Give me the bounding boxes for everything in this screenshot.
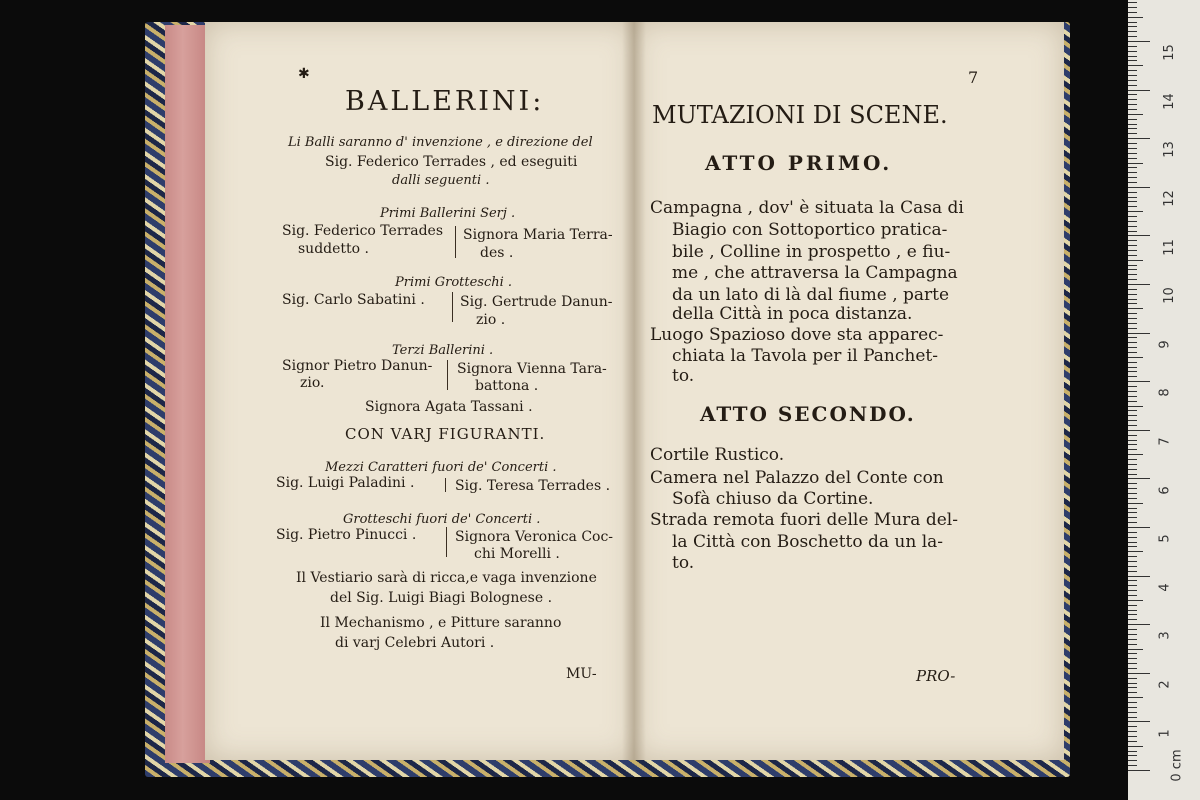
ruler-tick (1128, 294, 1137, 295)
dancer-name: battona . (475, 378, 539, 394)
vestiario-line: del Sig. Luigi Biagi Bolognese . (330, 590, 553, 606)
dancer-name: Sig. Federico Terrades (282, 223, 443, 239)
ruler-tick (1128, 352, 1137, 353)
ruler-number: 6 (1157, 486, 1173, 495)
ruler-tick (1128, 542, 1137, 543)
ruler-tick (1128, 571, 1137, 572)
ruler-tick (1128, 420, 1137, 421)
column-divider (446, 527, 447, 557)
page-number: 7 (968, 68, 979, 87)
ruler-tick (1128, 128, 1137, 129)
ruler-tick (1128, 182, 1137, 183)
ruler-tick (1128, 148, 1137, 149)
ruler-tick (1128, 323, 1137, 324)
scene-line: to. (672, 553, 695, 573)
ruler-tick (1128, 605, 1137, 606)
ruler-tick (1128, 444, 1137, 445)
ruler-number: 5 (1157, 534, 1173, 543)
ruler-number: 11 (1161, 239, 1177, 256)
ruler-tick (1128, 765, 1137, 766)
scene-line: bile , Colline in prospetto , e fiu- (672, 242, 951, 262)
ruler-tick (1128, 576, 1150, 577)
ruler-tick (1128, 561, 1137, 562)
ruler-tick (1128, 376, 1137, 377)
intro-line: Sig. Federico Terrades , ed eseguiti (325, 154, 578, 170)
ruler-tick (1128, 192, 1137, 193)
ruler-tick (1128, 736, 1137, 737)
ruler-tick (1128, 22, 1137, 23)
scene-line: chiata la Tavola per il Panchet- (672, 346, 938, 366)
ruler-tick (1128, 313, 1137, 314)
ruler-tick (1128, 26, 1137, 27)
ruler-tick (1128, 614, 1137, 615)
dancer-name: chi Morelli . (474, 546, 560, 562)
ruler-tick (1128, 133, 1137, 134)
ruler-tick (1128, 333, 1150, 334)
ruler-tick (1128, 726, 1137, 727)
ruler-number: 14 (1161, 93, 1177, 110)
ruler-tick (1128, 449, 1137, 450)
section-heading: Primi Ballerini Serj . (380, 206, 516, 221)
ruler-tick (1128, 498, 1137, 499)
ruler-tick (1128, 556, 1137, 557)
ruler-number: 2 (1157, 680, 1173, 689)
ruler-tick (1128, 153, 1137, 154)
ruler-tick (1128, 440, 1137, 441)
intro-line: Li Balli saranno d' invenzione , e direzione del (288, 135, 593, 150)
ruler-tick (1128, 469, 1137, 470)
ruler-tick (1128, 474, 1137, 475)
column-divider (447, 360, 448, 390)
ruler-tick (1128, 221, 1137, 222)
dancer-name: suddetto . (298, 241, 369, 257)
ruler-tick (1128, 425, 1137, 426)
act-heading: ATTO SECONDO. (700, 402, 916, 426)
ruler-tick (1128, 2, 1137, 3)
section-heading: Primi Grotteschi . (395, 275, 513, 290)
ruler-tick (1128, 216, 1137, 217)
section-heading: Mezzi Caratteri fuori de' Concerti . (325, 460, 557, 475)
ruler-tick (1128, 167, 1137, 168)
ruler-tick (1128, 503, 1143, 504)
ruler-tick (1128, 634, 1137, 635)
ruler-tick (1128, 211, 1143, 212)
dancer-name: Sig. Luigi Paladini . (276, 475, 415, 491)
ruler-tick (1128, 478, 1150, 479)
ruler-tick (1128, 255, 1137, 256)
book-spine (165, 25, 210, 763)
figuranti-line: CON VARJ FIGURANTI. (345, 425, 546, 443)
ruler-tick (1128, 172, 1137, 173)
ruler-tick (1128, 585, 1137, 586)
ruler-tick (1128, 396, 1137, 397)
ruler-tick (1128, 483, 1137, 484)
ruler-tick (1128, 683, 1137, 684)
ruler-tick (1128, 245, 1137, 246)
ruler-tick (1128, 284, 1150, 285)
ruler-tick (1128, 532, 1137, 533)
ruler-tick (1128, 85, 1137, 86)
scene-line: me , che attraversa la Campagna (672, 263, 958, 283)
scene-line: Luogo Spazioso dove sta apparec- (650, 325, 944, 345)
ruler-tick (1128, 347, 1137, 348)
ruler-tick (1128, 435, 1137, 436)
ruler-tick (1128, 41, 1150, 42)
ruler-tick (1128, 367, 1137, 368)
ruler-tick (1128, 109, 1137, 110)
mechanismo-line: di varj Celebri Autori . (335, 635, 495, 651)
scene-line: to. (672, 366, 695, 386)
ruler-tick (1128, 610, 1137, 611)
ruler-tick (1128, 406, 1143, 407)
ruler-tick (1128, 600, 1143, 601)
section-heading: Grotteschi fuori de' Concerti . (343, 512, 541, 527)
ruler-tick (1128, 663, 1137, 664)
ruler-tick (1128, 7, 1137, 8)
right-page (634, 22, 1064, 760)
ruler-tick (1128, 124, 1137, 125)
ruler-tick (1128, 299, 1137, 300)
ruler-tick (1128, 197, 1137, 198)
ruler-tick (1128, 391, 1137, 392)
ruler-tick (1128, 527, 1150, 528)
dancer-name: Sig. Teresa Terrades . (455, 478, 611, 494)
ruler-tick (1128, 240, 1137, 241)
ruler-tick (1128, 70, 1137, 71)
scene-line: della Città in poca distanza. (672, 304, 913, 324)
ruler-tick (1128, 90, 1150, 91)
ruler-tick (1128, 36, 1137, 37)
dancer-name: Signora Veronica Coc- (455, 529, 614, 545)
column-divider (455, 226, 456, 258)
ruler-tick (1128, 328, 1137, 329)
ruler-tick (1128, 80, 1137, 81)
ruler-tick (1128, 760, 1137, 761)
ruler-tick (1128, 721, 1150, 722)
ruler-tick (1128, 410, 1137, 411)
ruler-tick (1128, 17, 1143, 18)
ruler-tick (1128, 746, 1143, 747)
ruler-tick (1128, 357, 1143, 358)
ruler-tick (1128, 580, 1137, 581)
ruler-tick (1128, 755, 1137, 756)
dancer-name: zio . (476, 312, 506, 328)
scene-line: la Città con Boschetto da un la- (672, 532, 944, 552)
ruler-tick (1128, 546, 1137, 547)
ruler-number: 10 (1161, 287, 1177, 304)
ruler-tick (1128, 712, 1137, 713)
ruler-tick (1128, 56, 1137, 57)
ruler-tick (1128, 658, 1137, 659)
dancer-name: Sig. Gertrude Danun- (460, 294, 613, 310)
dancer-name: des . (480, 245, 514, 261)
dancer-name: Sig. Pietro Pinucci . (276, 527, 417, 543)
ruler-tick (1128, 31, 1137, 32)
ruler-tick (1128, 250, 1137, 251)
ruler-tick (1128, 459, 1137, 460)
ruler-tick (1128, 644, 1137, 645)
ruler-tick (1128, 206, 1137, 207)
ruler-tick (1128, 537, 1137, 538)
intro-line: dalli seguenti . (392, 173, 490, 188)
ruler-tick (1128, 119, 1137, 120)
ruler-tick (1128, 318, 1137, 319)
ruler-tick (1128, 337, 1137, 338)
dancer-name: Signora Maria Terra- (463, 227, 613, 243)
ruler-tick (1128, 269, 1137, 270)
ruler-tick (1128, 226, 1137, 227)
ruler-tick (1128, 201, 1137, 202)
ruler-tick (1128, 342, 1137, 343)
ruler-tick (1128, 12, 1137, 13)
vestiario-line: Il Vestiario sarà di ricca,e vaga invenzione (296, 570, 597, 586)
ruler-tick (1128, 274, 1137, 275)
ruler-tick (1128, 143, 1137, 144)
ruler-tick (1128, 163, 1143, 164)
ruler-tick (1128, 517, 1137, 518)
right-catchword: PRO- (916, 667, 956, 685)
ruler-tick (1128, 590, 1137, 591)
ruler-tick (1128, 731, 1137, 732)
ruler-tick (1128, 94, 1137, 95)
ruler-tick (1128, 551, 1143, 552)
ruler-tick (1128, 639, 1137, 640)
ruler-number: 1 (1157, 729, 1173, 738)
ruler-tick (1128, 702, 1137, 703)
ruler-tick (1128, 235, 1150, 236)
left-catchword: MU- (566, 666, 597, 682)
ink-blot: ✱ (298, 66, 310, 82)
scene-line: Sofà chiuso da Cortine. (672, 489, 874, 509)
ruler-tick (1128, 75, 1137, 76)
ruler-tick (1128, 265, 1137, 266)
ruler-unit: 0 cm (1169, 749, 1185, 782)
scene-line: Campagna , dov' è situata la Casa di (650, 198, 964, 218)
ruler-tick (1128, 454, 1143, 455)
ruler-tick (1128, 687, 1137, 688)
ruler-tick (1128, 362, 1137, 363)
ruler-tick (1128, 260, 1143, 261)
ruler-number: 15 (1161, 44, 1177, 61)
ruler-tick (1128, 138, 1150, 139)
ruler-tick (1128, 381, 1150, 382)
ruler-tick (1128, 770, 1150, 771)
ruler-number: 8 (1157, 388, 1173, 397)
dancer-name: Signor Pietro Danun- (282, 358, 433, 374)
ruler-tick (1128, 678, 1137, 679)
ruler-tick (1128, 279, 1137, 280)
ruler-tick (1128, 308, 1143, 309)
ruler-tick (1128, 629, 1137, 630)
ruler-tick (1128, 46, 1137, 47)
ruler-tick (1128, 717, 1137, 718)
ruler-tick (1128, 697, 1143, 698)
ruler-tick (1128, 649, 1143, 650)
ruler-tick (1128, 415, 1137, 416)
ruler-tick (1128, 99, 1137, 100)
ruler-tick (1128, 668, 1137, 669)
ruler-number: 9 (1157, 340, 1173, 349)
ruler-tick (1128, 751, 1137, 752)
ruler-tick (1128, 673, 1150, 674)
ruler-tick (1128, 707, 1137, 708)
ruler-tick (1128, 65, 1143, 66)
ruler-tick (1128, 371, 1137, 372)
mechanismo-line: Il Mechanismo , e Pitture saranno (320, 615, 562, 631)
scene-line: da un lato di là dal fiume , parte (672, 285, 950, 305)
ruler-tick (1128, 653, 1137, 654)
page-gutter (622, 22, 646, 760)
ruler-tick (1128, 386, 1137, 387)
ruler-tick (1128, 51, 1137, 52)
ruler-tick (1128, 522, 1137, 523)
ruler-tick (1128, 692, 1137, 693)
column-divider (452, 292, 453, 322)
ruler-tick (1128, 512, 1137, 513)
dancer-name: zio. (300, 375, 325, 391)
dancer-name: Signora Vienna Tara- (457, 361, 607, 377)
ruler-tick (1128, 289, 1137, 290)
ruler-number: 7 (1157, 437, 1173, 446)
ruler-tick (1128, 595, 1137, 596)
ruler-tick (1128, 508, 1137, 509)
scene-line: Biagio con Sottoportico pratica- (672, 220, 948, 240)
right-title: MUTAZIONI DI SCENE. (652, 101, 948, 129)
left-title: BALLERINI: (345, 86, 545, 117)
column-divider (445, 478, 446, 492)
ruler-tick (1128, 158, 1137, 159)
ruler-tick (1128, 60, 1137, 61)
ruler-number: 13 (1161, 141, 1177, 158)
ruler-tick (1128, 114, 1143, 115)
ruler-tick (1128, 231, 1137, 232)
ruler-tick (1128, 493, 1137, 494)
section-heading: Terzi Ballerini . (392, 343, 494, 358)
ruler-tick (1128, 464, 1137, 465)
ruler-tick (1128, 430, 1150, 431)
dancer-name: Sig. Carlo Sabatini . (282, 292, 425, 308)
act-heading: ATTO PRIMO. (705, 151, 893, 175)
ruler-tick (1128, 624, 1150, 625)
ruler-tick (1128, 488, 1137, 489)
scene-line: Camera nel Palazzo del Conte con (650, 468, 944, 488)
ruler-tick (1128, 187, 1150, 188)
measurement-ruler (1128, 0, 1200, 800)
ruler-tick (1128, 401, 1137, 402)
ruler-tick (1128, 104, 1137, 105)
ruler-number: 4 (1157, 583, 1173, 592)
scene-line: Strada remota fuori delle Mura del- (650, 510, 958, 530)
scene-line: Cortile Rustico. (650, 445, 785, 465)
ruler-number: 3 (1157, 631, 1173, 640)
dancer-name: Signora Agata Tassani . (365, 399, 533, 415)
ruler-tick (1128, 177, 1137, 178)
ruler-tick (1128, 619, 1137, 620)
ruler-number: 12 (1161, 190, 1177, 207)
ruler-tick (1128, 566, 1137, 567)
ruler-tick (1128, 303, 1137, 304)
ruler-tick (1128, 741, 1137, 742)
